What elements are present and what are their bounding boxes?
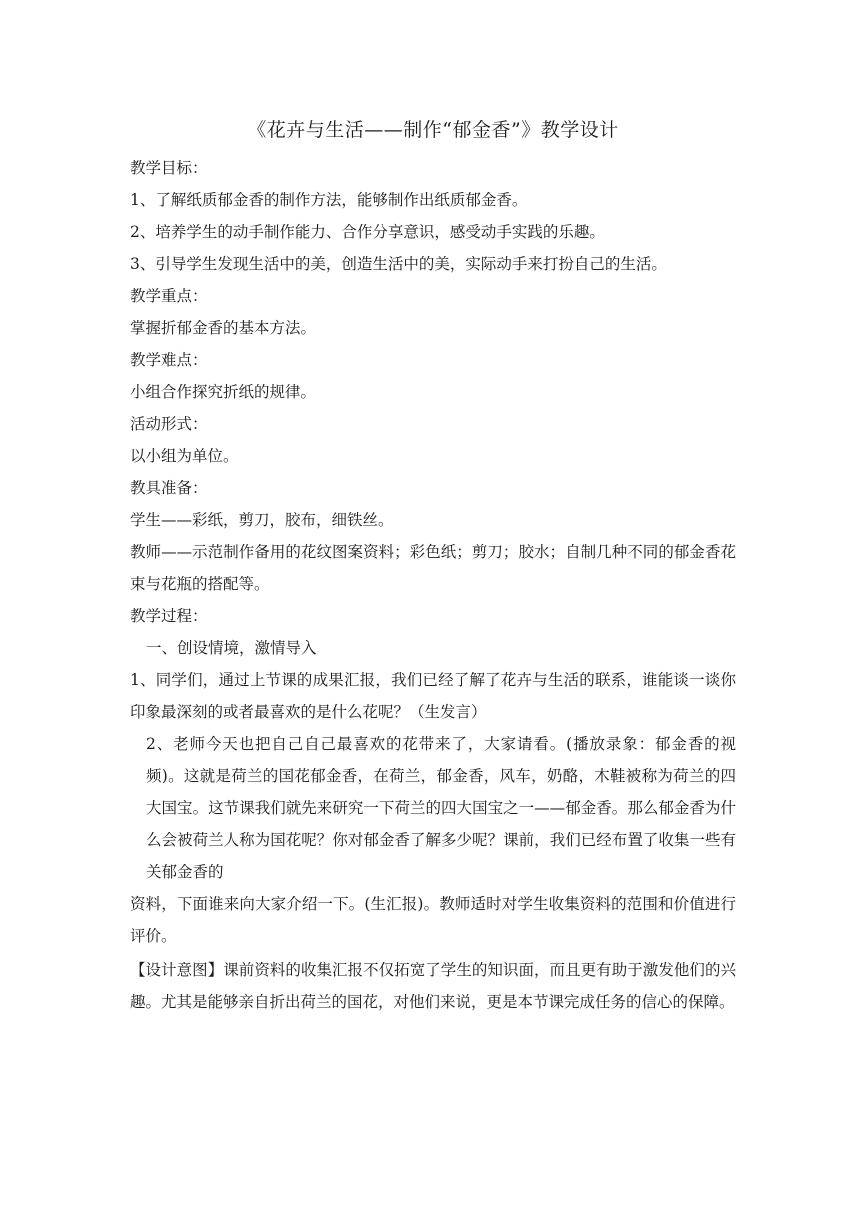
process-heading: 教学过程： — [130, 607, 208, 625]
objective-item-2: 2、培养学生的动手制作能力、合作分享意识，感受动手实践的乐趣。 — [130, 223, 605, 241]
document-body — [130, 114, 736, 1018]
difficulty-text: 小组合作探究折纸的规律。 — [130, 383, 317, 401]
step-2-text-part-2: 资料，下面谁来向大家介绍一下。(生汇报)。教师适时对学生收集资料的范围和价值进行评价。 — [130, 895, 736, 945]
key-point-heading: 教学重点： — [130, 287, 208, 305]
materials-student: 学生——彩纸，剪刀，胶布，细铁丝。 — [130, 511, 394, 529]
step-1-text: 1、同学们，通过上节课的成果汇报，我们已经了解了花卉与生活的联系，谁能谈一谈你印象最深刻的或者最喜欢的是什么花呢？（生发言） — [130, 671, 736, 721]
objective-item-1: 1、了解纸质郁金香的制作方法，能够制作出纸质郁金香。 — [130, 191, 528, 209]
design-intent-text: 【设计意图】课前资料的收集汇报不仅拓宽了学生的知识面，而且更有助于激发他们的兴趣。尤其是能够亲自折出荷兰的国花，对他们来说，更是本节课完成任务的信心的保障。 — [130, 961, 736, 1011]
document-title: 《花卉与生活——制作“郁金香”》教学设计 — [247, 119, 619, 141]
objectives-heading: 教学目标： — [130, 159, 208, 177]
activity-text: 以小组为单位。 — [130, 447, 239, 465]
objective-item-3: 3、引导学生发现生活中的美，创造生活中的美，实际动手来打扮自己的生活。 — [130, 255, 667, 273]
difficulty-heading: 教学难点： — [130, 351, 208, 369]
materials-heading: 教具准备： — [130, 479, 208, 497]
section-1-heading: 一、创设情境，激情导入 — [146, 639, 317, 657]
materials-teacher: 教师——示范制作备用的花纹图案资料；彩色纸；剪刀；胶水；自制几种不同的郁金香花束与花瓶的搭配等。 — [130, 543, 736, 593]
key-point-text: 掌握折郁金香的基本方法。 — [130, 319, 317, 337]
step-2-text-part-1: 2、老师今天也把自己自己最喜欢的花带来了，大家请看。(播放录象：郁金香的视频)。这就是荷兰的国花郁金香，在荷兰，郁金香，风车，奶酪，木鞋被称为荷兰的四大国宝。这节课我们就先来研究一下荷兰的四大国宝之一——郁金香。那么郁金香为什么会被荷兰人称为国花呢？你对郁金香了解多少呢？课前，我们已经布置了收集一些有关郁金香的 — [146, 735, 736, 881]
activity-heading: 活动形式： — [130, 415, 208, 433]
